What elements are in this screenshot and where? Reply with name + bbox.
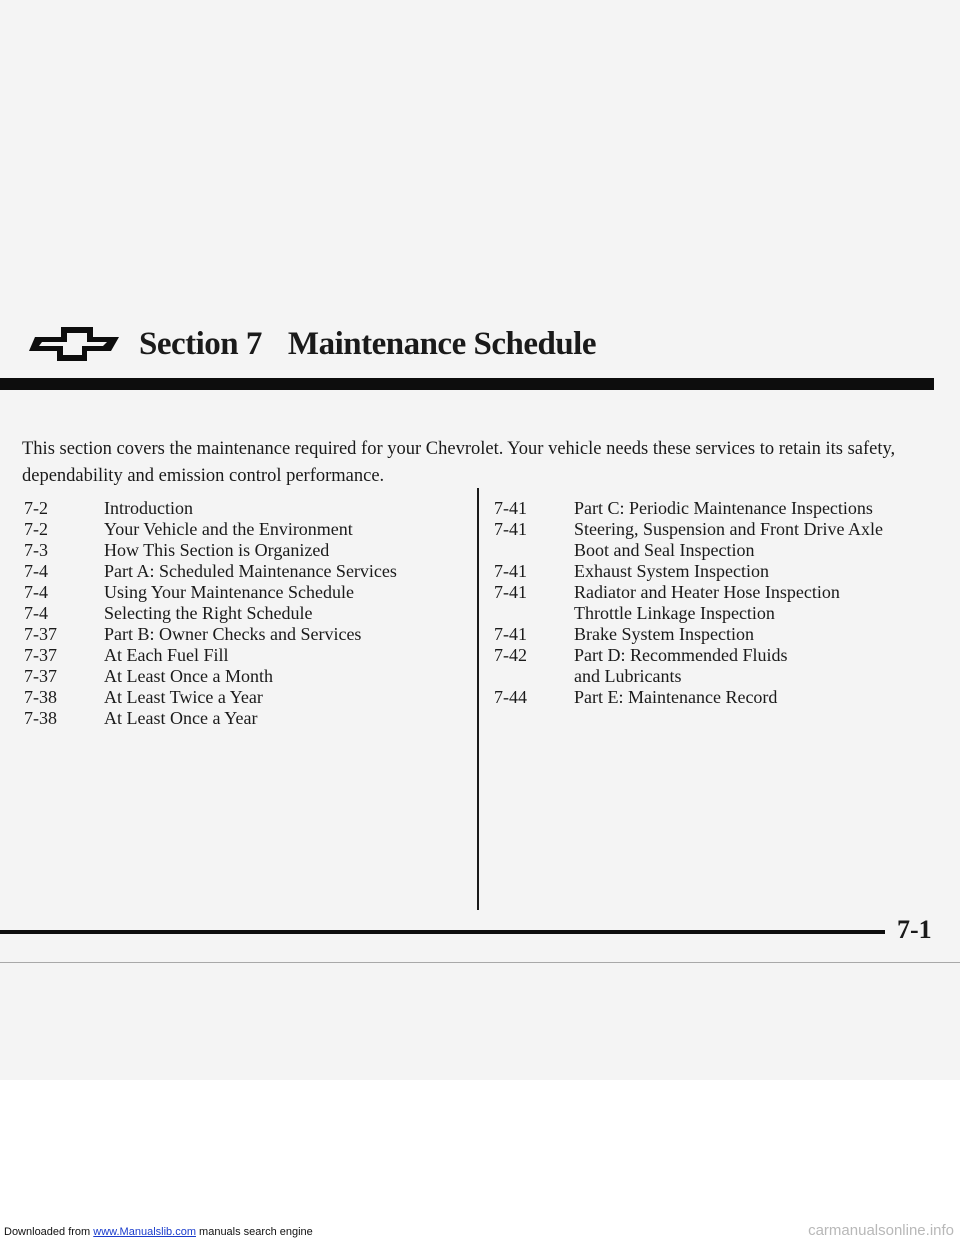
toc-entry-title: Part B: Owner Checks and Services bbox=[104, 624, 362, 644]
bottom-band bbox=[0, 1080, 960, 1242]
toc-entry bbox=[24, 540, 454, 561]
toc-entry bbox=[494, 645, 934, 687]
toc-entry-title: Exhaust System Inspection bbox=[574, 561, 769, 581]
toc-left-column bbox=[24, 498, 454, 729]
toc-entry-title: Part A: Scheduled Maintenance Services bbox=[104, 561, 397, 581]
toc-page-number: 7-37 bbox=[24, 624, 57, 644]
download-prefix: Downloaded from bbox=[4, 1226, 94, 1238]
toc-entry bbox=[24, 645, 454, 666]
toc-entry-title: Steering, Suspension and Front Drive Axle Boot and Seal Inspection bbox=[574, 519, 883, 560]
toc-page-number: 7-37 bbox=[24, 666, 57, 686]
toc-right-column bbox=[494, 498, 934, 708]
toc-page-number: 7-4 bbox=[24, 582, 48, 602]
toc-entry bbox=[494, 687, 934, 708]
footer-rule bbox=[0, 930, 885, 934]
toc-entry-title: Using Your Maintenance Schedule bbox=[104, 582, 354, 602]
toc-page-number: 7-38 bbox=[24, 687, 57, 707]
toc-page-number: 7-4 bbox=[24, 603, 48, 623]
toc-entry bbox=[494, 624, 934, 645]
toc-entry bbox=[494, 561, 934, 582]
toc-entry-title: At Least Twice a Year bbox=[104, 687, 263, 707]
toc-page-number: 7-41 bbox=[494, 498, 527, 518]
toc-entry-title: Part D: Recommended Fluids and Lubricants bbox=[574, 645, 788, 686]
toc-page-number: 7-2 bbox=[24, 519, 48, 539]
toc-page-number: 7-42 bbox=[494, 645, 527, 665]
chevrolet-bowtie-icon bbox=[27, 324, 123, 364]
title-rule bbox=[0, 378, 934, 390]
toc-entry-title: Radiator and Heater Hose Inspection Throttle Linkage Inspection bbox=[574, 582, 840, 623]
toc-entry bbox=[24, 603, 454, 624]
footer-thin-rule bbox=[0, 962, 960, 963]
toc-entry-title: Selecting the Right Schedule bbox=[104, 603, 313, 623]
section-label: Section 7 bbox=[139, 325, 262, 362]
toc-entry-title: At Least Once a Year bbox=[104, 708, 258, 728]
toc-page-number: 7-2 bbox=[24, 498, 48, 518]
toc-entry bbox=[24, 498, 454, 519]
toc-page-number: 7-44 bbox=[494, 687, 527, 707]
toc-entry bbox=[494, 498, 934, 519]
toc-page-number: 7-41 bbox=[494, 561, 527, 581]
toc-entry-title: Introduction bbox=[104, 498, 193, 518]
toc-page-number: 7-38 bbox=[24, 708, 57, 728]
toc-entry bbox=[494, 582, 934, 624]
toc-entry-title: At Each Fuel Fill bbox=[104, 645, 229, 665]
toc-page-number: 7-3 bbox=[24, 540, 48, 560]
toc-page-number: 7-41 bbox=[494, 582, 527, 602]
toc-entry-title: How This Section is Organized bbox=[104, 540, 330, 560]
toc-entry bbox=[24, 561, 454, 582]
toc-entry-title: Your Vehicle and the Environment bbox=[104, 519, 353, 539]
toc-entry bbox=[24, 582, 454, 603]
toc-entry bbox=[24, 624, 454, 645]
toc-entry-title: Brake System Inspection bbox=[574, 624, 754, 644]
toc-entry bbox=[24, 519, 454, 540]
toc-entry-title: Part E: Maintenance Record bbox=[574, 687, 778, 707]
toc-page-number: 7-41 bbox=[494, 624, 527, 644]
watermark: carmanualsonline.info bbox=[808, 1222, 954, 1239]
toc-entry bbox=[24, 708, 454, 729]
toc-entry-title: At Least Once a Month bbox=[104, 666, 273, 686]
toc-page-number: 7-4 bbox=[24, 561, 48, 581]
toc-entry bbox=[24, 666, 454, 687]
toc-page-number: 7-41 bbox=[494, 519, 527, 539]
intro-paragraph: This section covers the maintenance required for your Chevrolet. Your vehicle needs these services to retain its safety, dependability and emission control performance. bbox=[22, 439, 896, 486]
manualslib-link[interactable]: www.Manualslib.com bbox=[93, 1226, 196, 1238]
toc-entry bbox=[494, 519, 934, 561]
toc-entry bbox=[24, 687, 454, 708]
page-number: 7-1 bbox=[897, 915, 932, 944]
toc-entry-title: Part C: Periodic Maintenance Inspections bbox=[574, 498, 873, 518]
section-header bbox=[27, 318, 596, 370]
toc-page-number: 7-37 bbox=[24, 645, 57, 665]
section-title: Maintenance Schedule bbox=[287, 325, 596, 362]
download-note bbox=[4, 1226, 313, 1238]
column-divider bbox=[477, 488, 479, 910]
download-suffix: manuals search engine bbox=[195, 1226, 313, 1238]
